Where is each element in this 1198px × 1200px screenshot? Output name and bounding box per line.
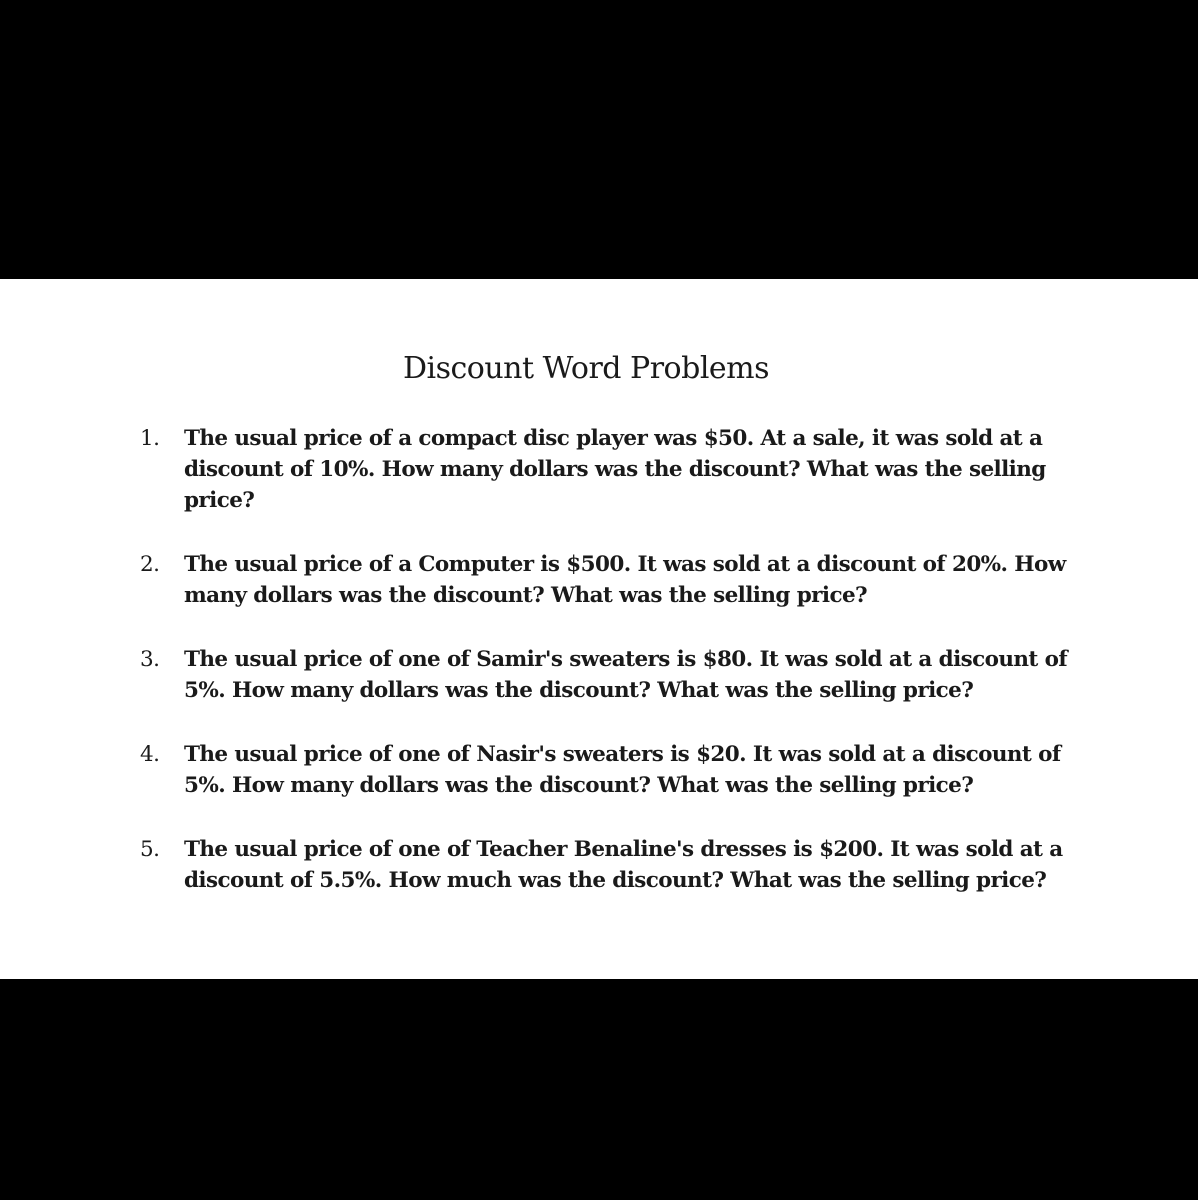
- problem-text: The usual price of a Computer is $500. It was sold at a discount of 20%. How many dollars was the discount? What was the selling price?: [184, 552, 1066, 608]
- problem-item-2: [140, 549, 1080, 611]
- problem-number: 1.: [140, 426, 160, 451]
- problem-text: The usual price of one of Nasir's sweaters is $20. It was sold at a discount of 5%. How many dollars was the discount? What was the selling price?: [184, 742, 1061, 798]
- problem-item-3: [140, 644, 1080, 706]
- problem-text: The usual price of one of Teacher Benaline's dresses is $200. It was sold at a discount of 5.5%. How much was the discount? What was the selling price?: [184, 837, 1063, 893]
- problem-list: [140, 423, 1080, 896]
- problem-text: The usual price of one of Samir's sweaters is $80. It was sold at a discount of 5%. How many dollars was the discount? What was the selling price?: [184, 647, 1068, 703]
- problem-item-1: [140, 423, 1080, 516]
- problem-number: 2.: [140, 552, 160, 577]
- problem-number: 4.: [140, 742, 160, 767]
- worksheet-page: [0, 279, 1198, 979]
- worksheet-title: Discount Word Problems: [402, 351, 770, 386]
- problem-number: 5.: [140, 837, 160, 862]
- problem-item-5: [140, 834, 1080, 896]
- problem-item-4: [140, 739, 1080, 801]
- problem-number: 3.: [140, 647, 160, 672]
- problem-text: The usual price of a compact disc player was $50. At a sale, it was sold at a discount of 10%. How many dollars was the discount? What was the selling price?: [184, 426, 1046, 513]
